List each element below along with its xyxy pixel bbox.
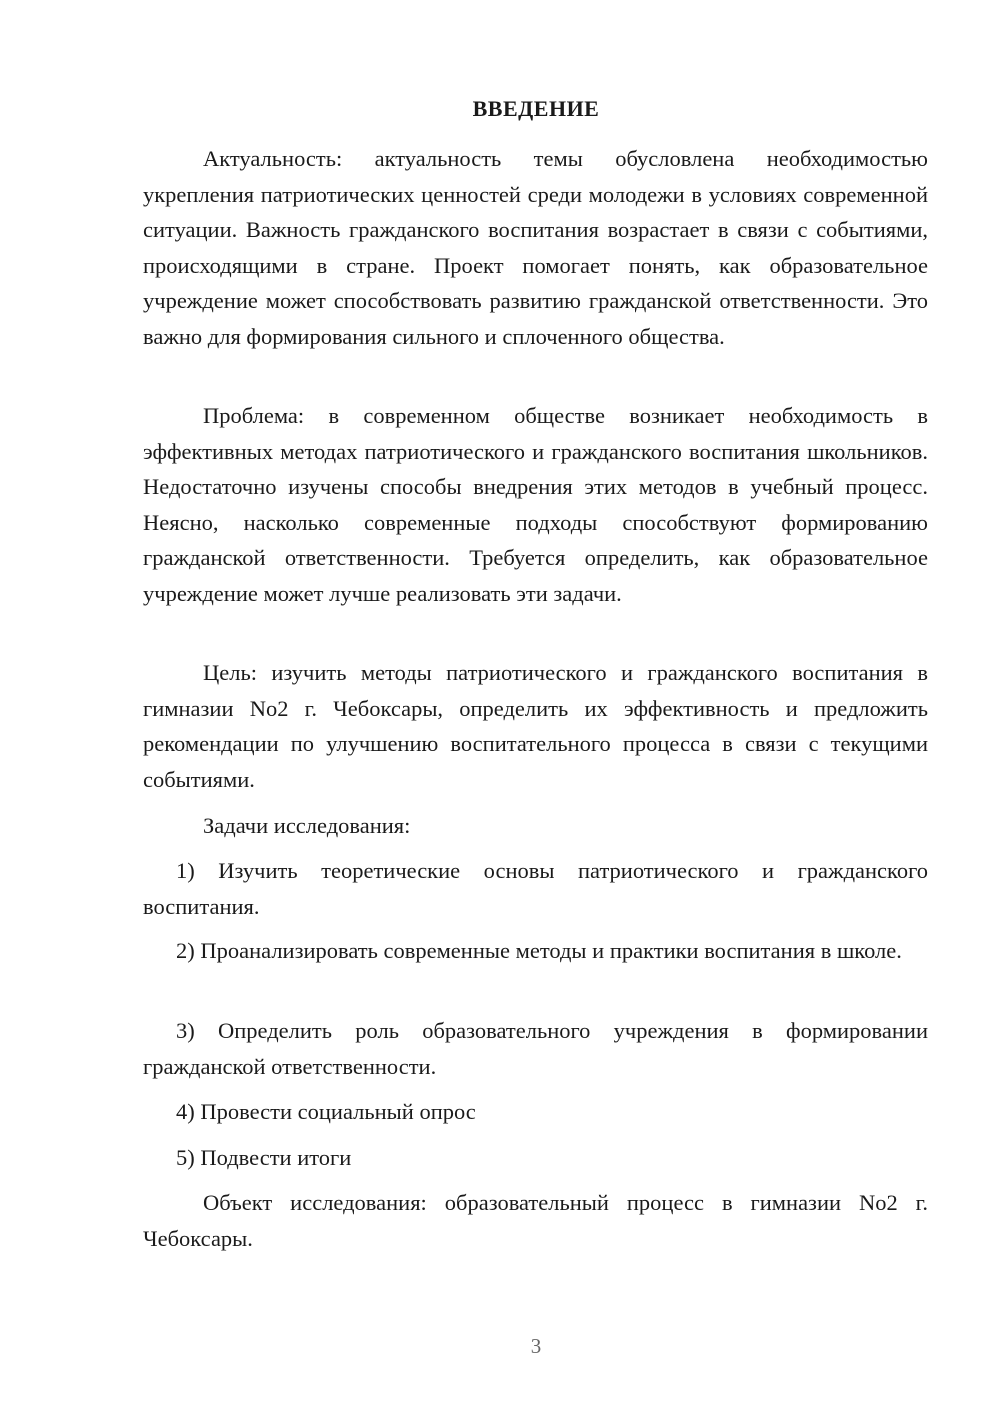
task-item: 4) Провести социальный опрос <box>176 1099 476 1124</box>
page-title: ВВЕДЕНИЕ <box>472 96 600 121</box>
task-item: 5) Подвести итоги <box>176 1145 352 1170</box>
paragraph-relevance: Актуальность: актуальность темы обусловлена необходимостью укрепления патриотических ценностей среди молодежи в условиях современной ситуации. Важность гражданского воспитания возрастает в связи с событиями, происходящими в стране. Проект помогает понять, как образовательное учреждение может способствовать развитию гражданской ответственности. Это важно для формирования сильного и сплоченного общества. <box>143 146 928 349</box>
task-item: 3) Определить роль образовательного учреждения в формировании гражданской ответственности. <box>143 1018 928 1079</box>
task-item: 2) Проанализировать современные методы и практики воспитания в школе. <box>176 938 902 963</box>
paragraph-problem: Проблема: в современном обществе возникает необходимость в эффективных методах патриотического и гражданского воспитания школьников. Недостаточно изучены способы внедрения этих методов в учебный процесс. Неясно, насколько современные подходы способствуют формированию гражданской ответственности. Требуется определить, как образовательное учреждение может лучше реализовать эти задачи. <box>143 403 928 606</box>
paragraph-object: Объект исследования: образовательный процесс в гимназии No2 г. Чебоксары. <box>143 1190 928 1251</box>
page-number: 3 <box>530 1334 542 1358</box>
tasks-heading: Задачи исследования: <box>203 813 411 838</box>
paragraph-goal: Цель: изучить методы патриотического и гражданского воспитания в гимназии No2 г. Чебоксары, определить их эффективность и предложить рекомендации по улучшению воспитательного процесса в связи с текущими событиями. <box>143 660 928 792</box>
task-item: 1) Изучить теоретические основы патриотического и гражданского воспитания. <box>143 858 928 919</box>
